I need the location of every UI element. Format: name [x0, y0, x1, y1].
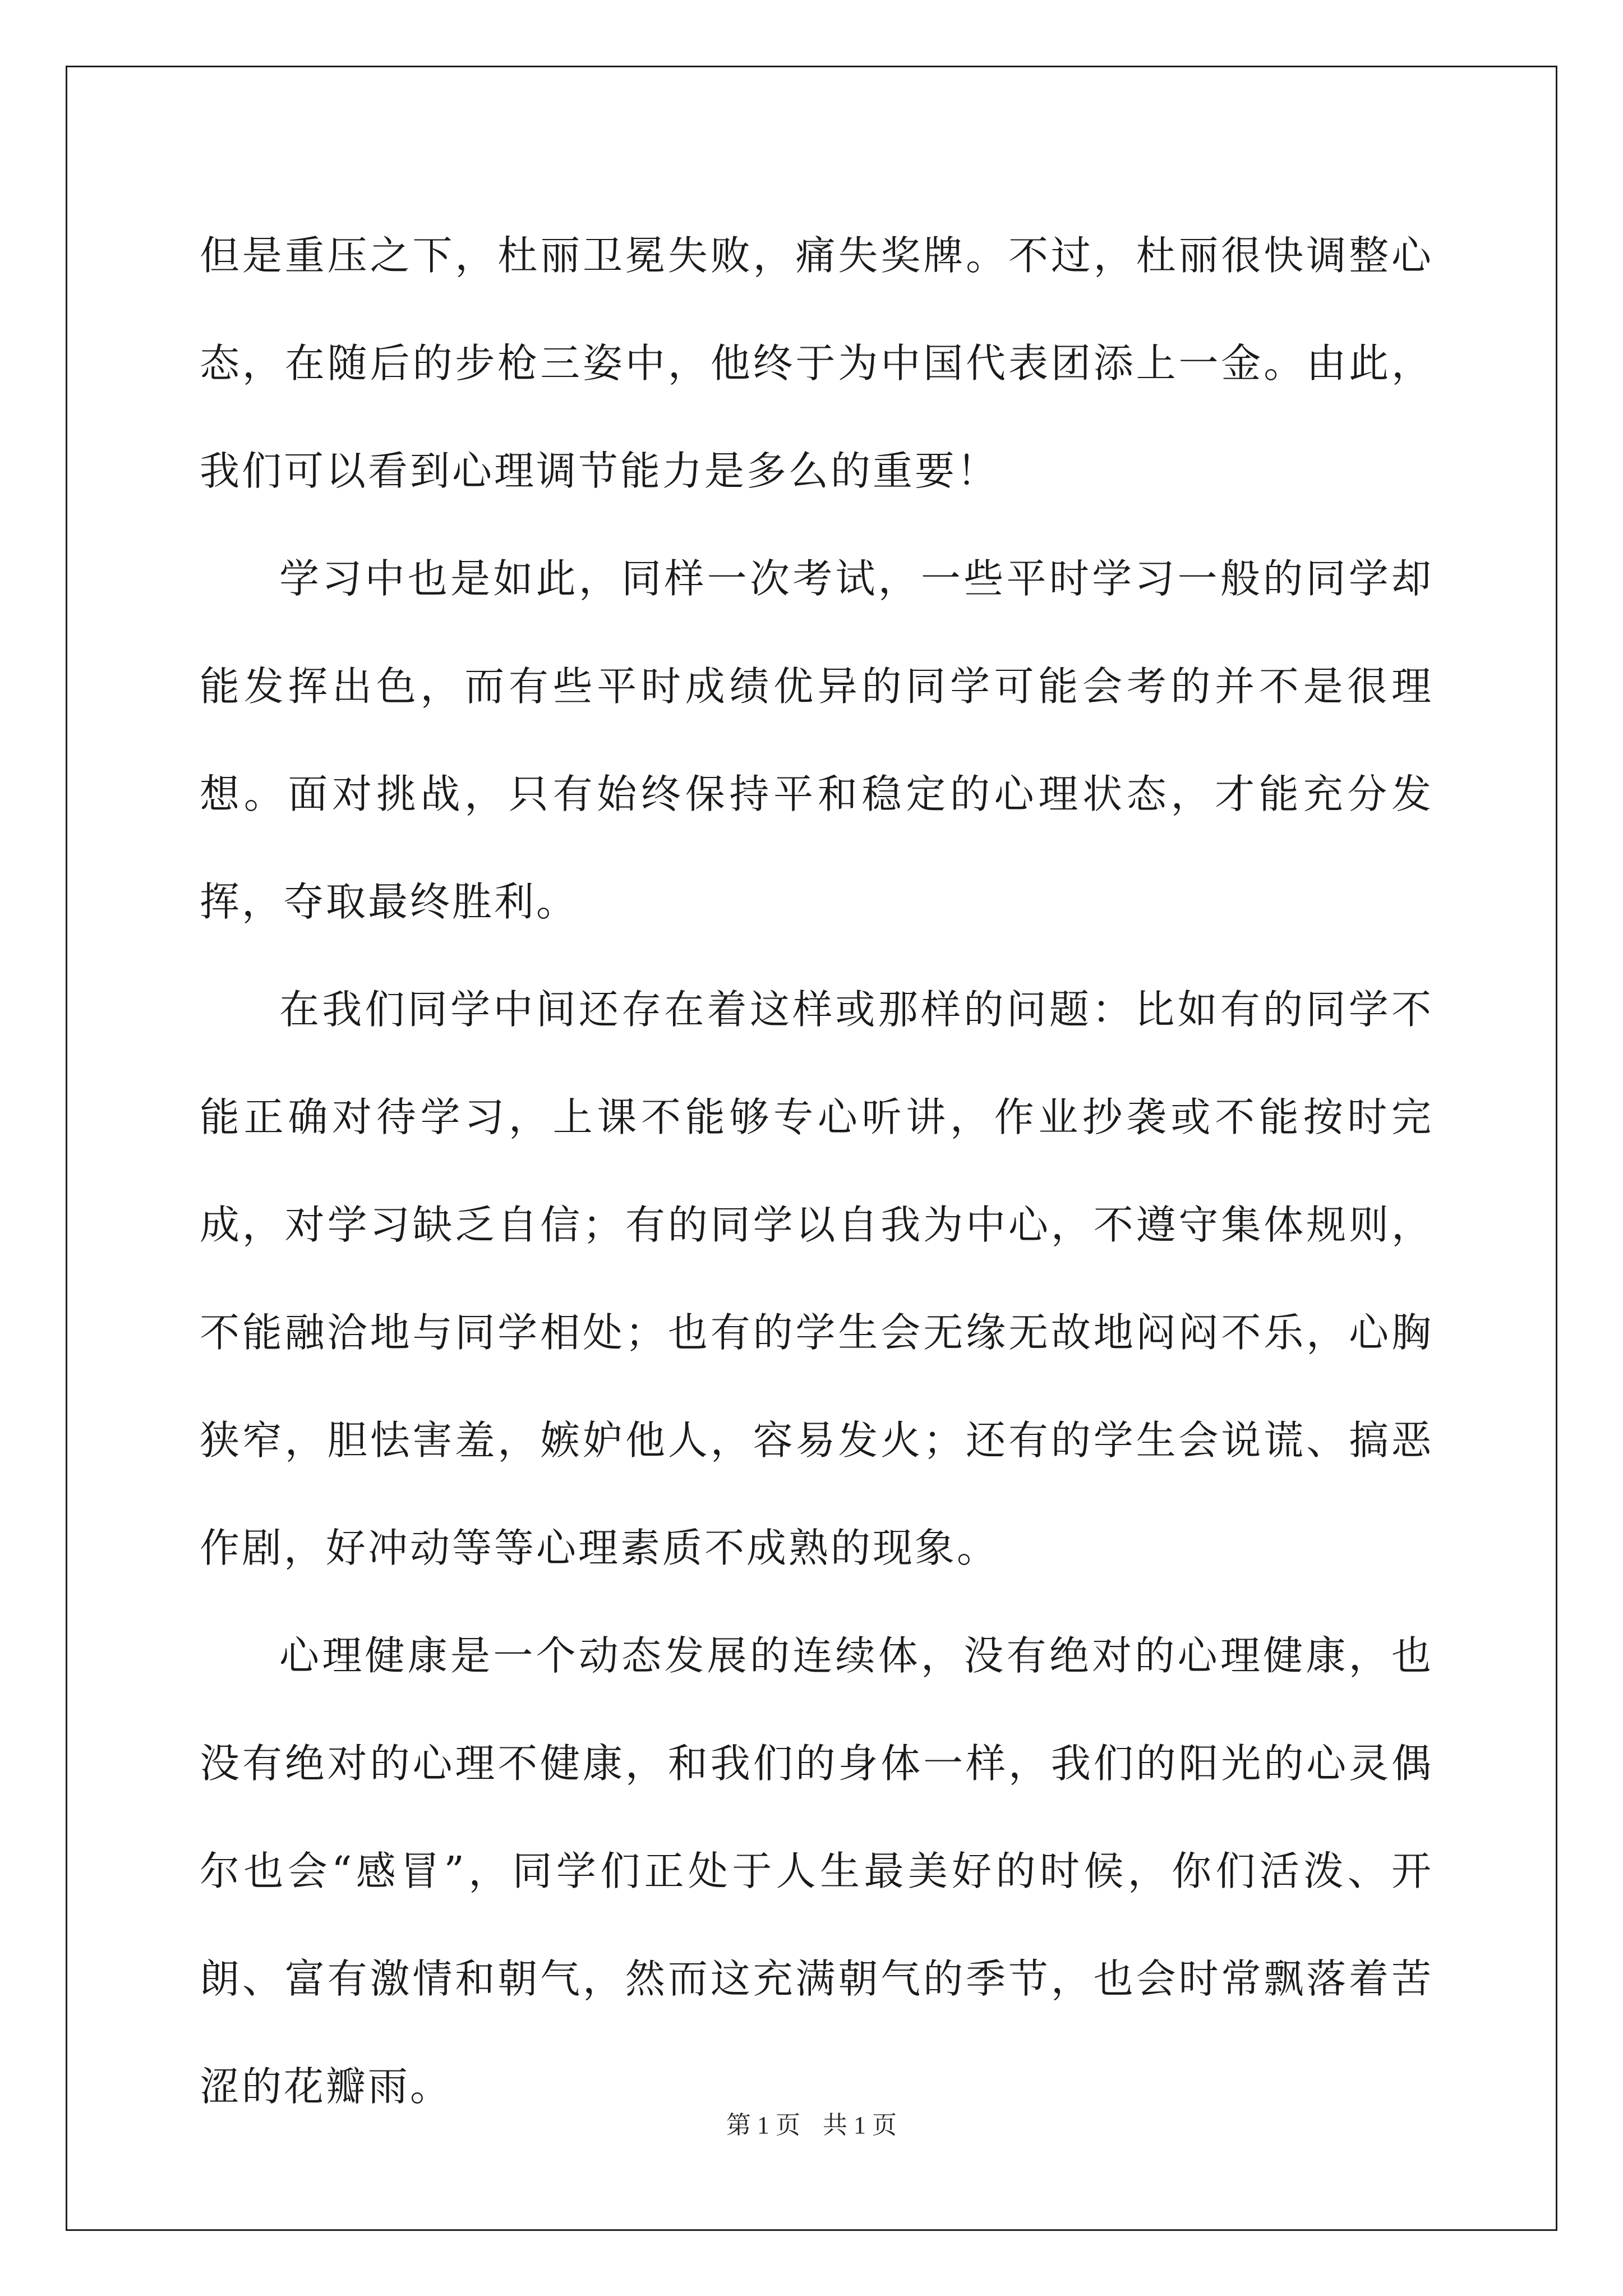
document-body [200, 202, 1433, 2141]
page-footer [0, 2105, 1623, 2141]
paragraph-1: 但是重压之下，杜丽卫冕失败，痛失奖牌。不过，杜丽很快调整心态，在随后的步枪三姿中，他终于为中国代表团添上一金。由此，我们可以看到心理调节能力是多么的重要！ [200, 232, 1433, 494]
page-total: 共 1 页 [823, 2111, 897, 2139]
paragraph-3: 在我们同学中间还存在着这样或那样的问题：比如有的同学不能正确对待学习，上课不能够专心听讲，作业抄袭或不能按时完成，对学习缺乏自信；有的同学以自我为中心，不遵守集体规则，不能融洽地与同学相处；也有的学生会无缘无故地闷闷不乐，心胸狭窄，胆怯害羞，嫉妒他人，容易发火；还有的学生会说谎、搞恶作剧，好冲动等等心理素质不成熟的现象。 [200, 986, 1433, 1571]
paragraph-4: 心理健康是一个动态发展的连续体，没有绝对的心理健康，也没有绝对的心理不健康，和我们的身体一样，我们的阳光的心灵偶尔也会“感冒”，同学们正处于人生最美好的时候，你们活泼、开朗、富有激情和朝气，然而这充满朝气的季节，也会时常飘落着苦涩的花瓣雨。 [200, 1632, 1433, 2110]
page-number: 第 1 页 [726, 2111, 800, 2139]
paragraph-2: 学习中也是如此，同样一次考试，一些平时学习一般的同学却能发挥出色，而有些平时成绩优异的同学可能会考的并不是很理想。面对挑战，只有始终保持平和稳定的心理状态，才能充分发挥，夺取最终胜利。 [200, 555, 1433, 925]
